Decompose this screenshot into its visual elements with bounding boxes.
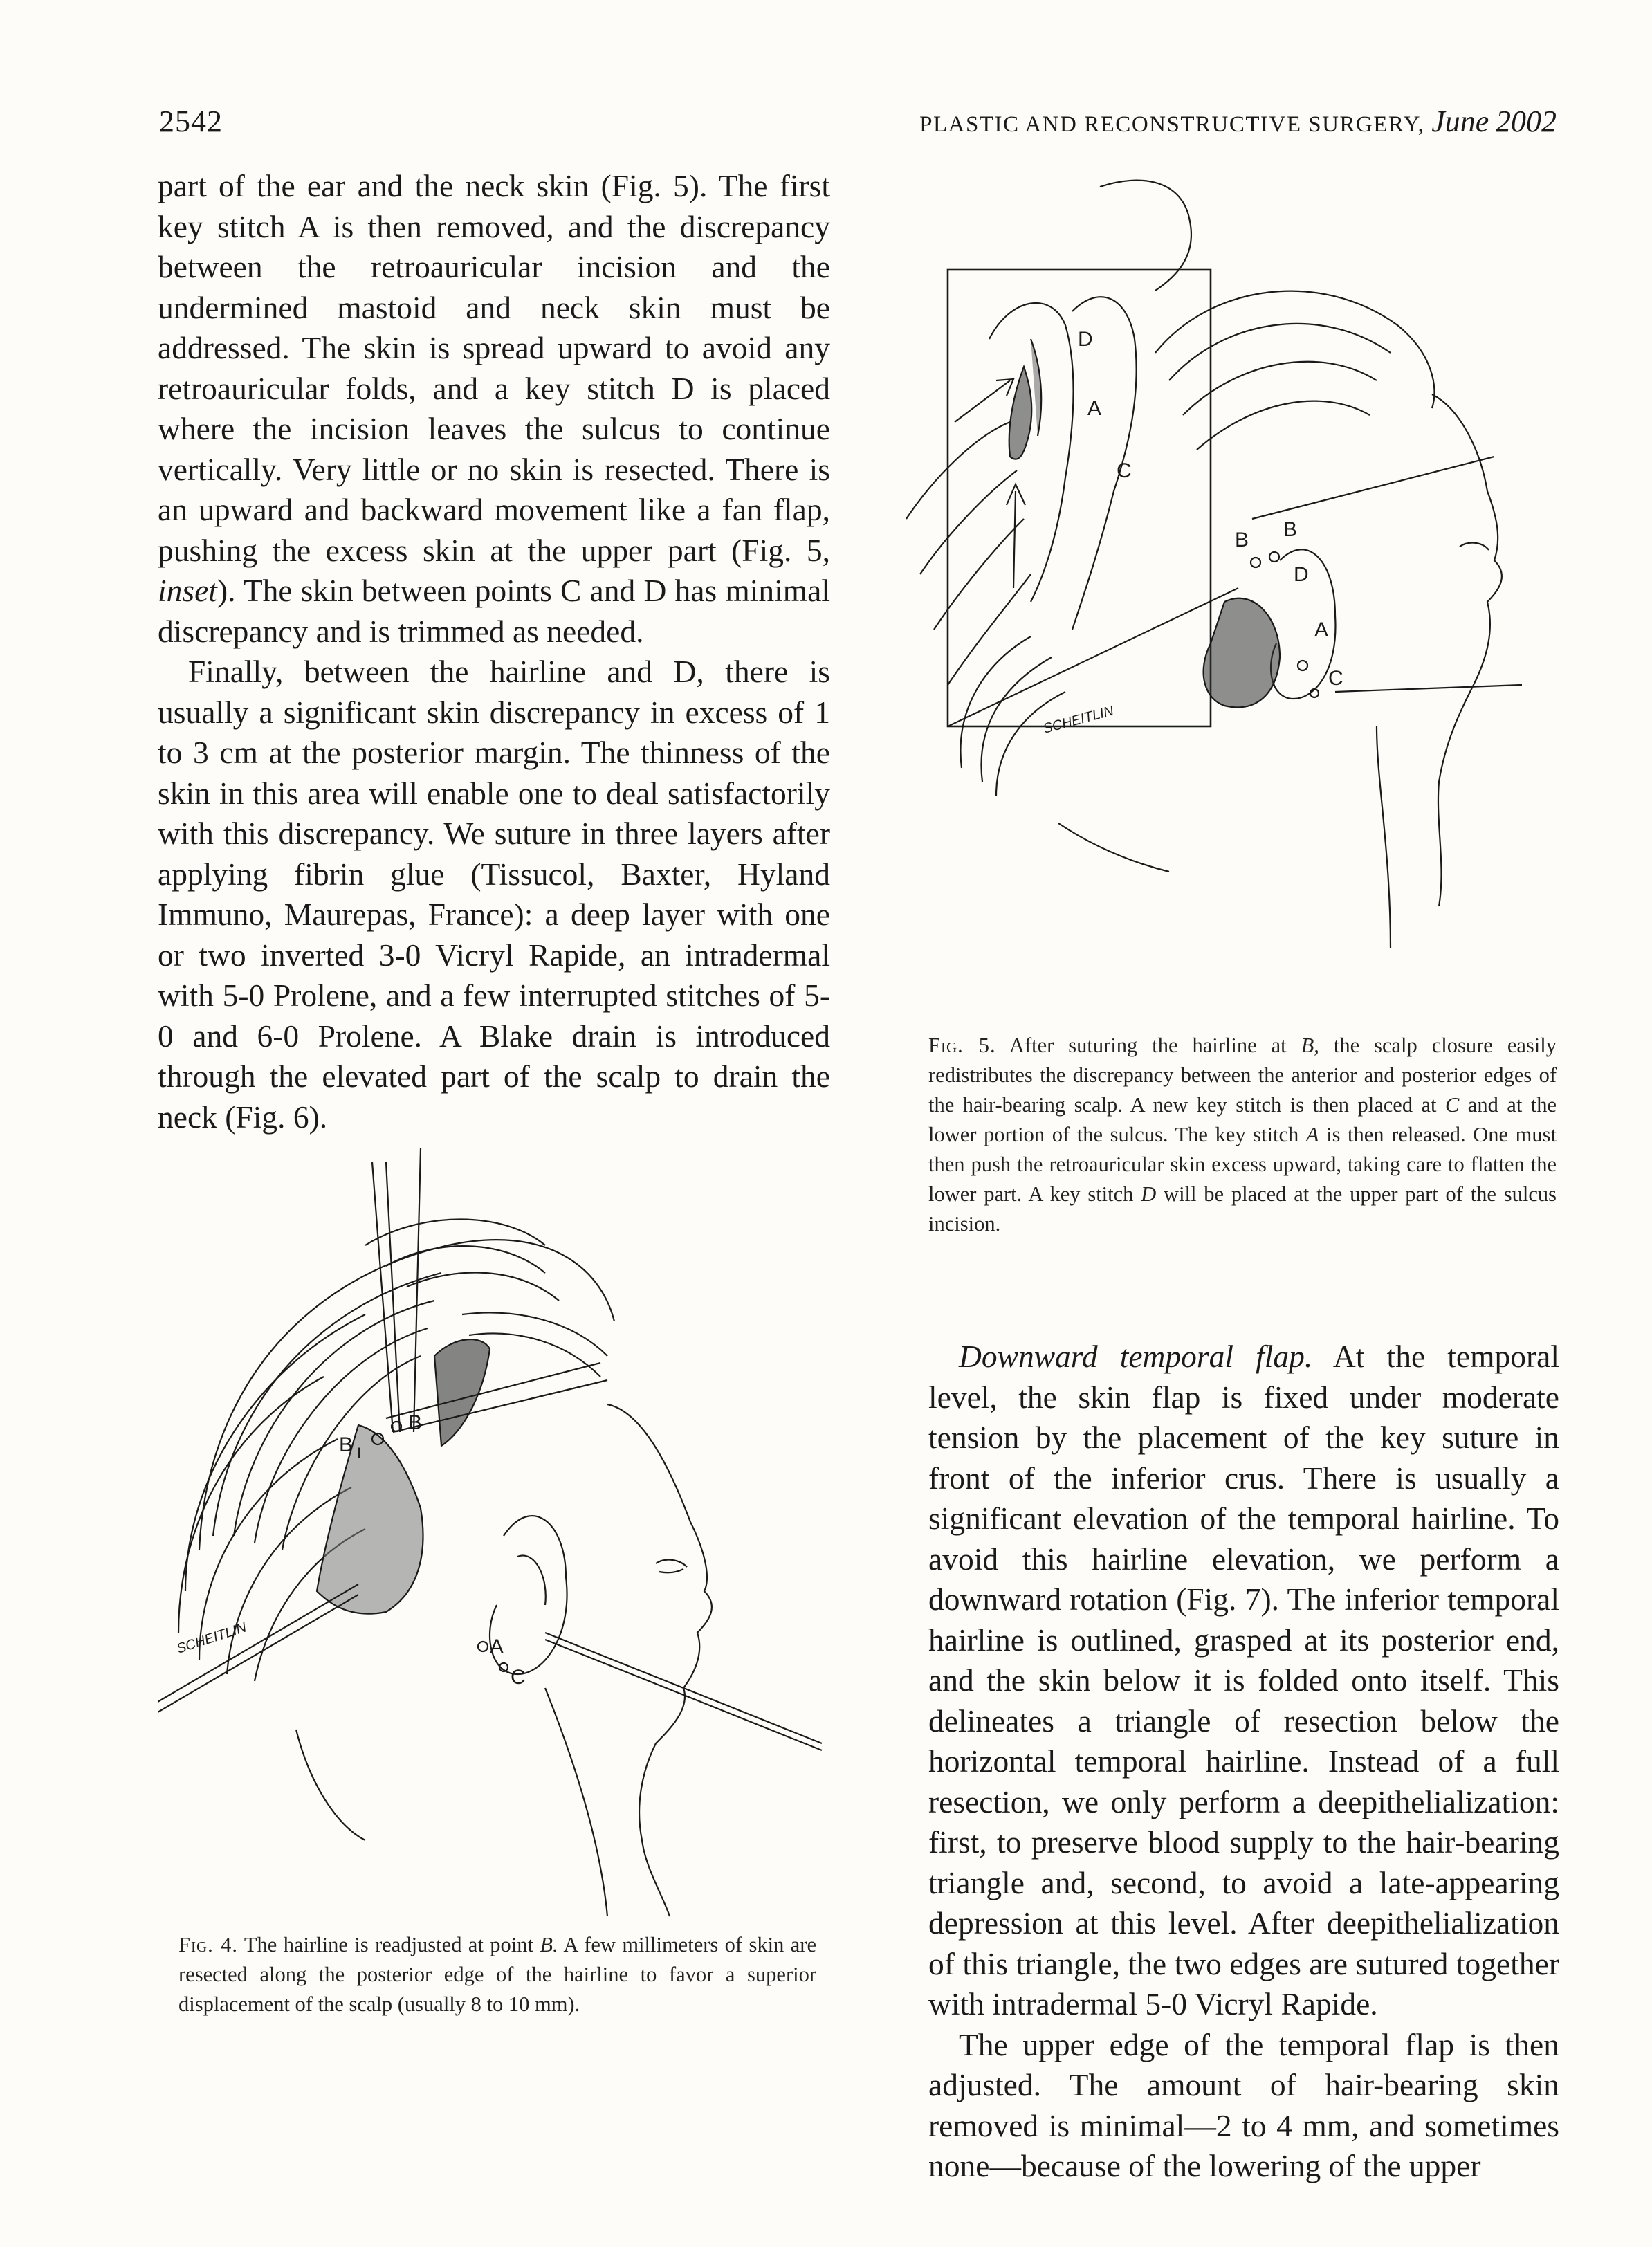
fig5-label-a: A bbox=[1314, 618, 1329, 641]
fig5-inset-label-c: C bbox=[1117, 459, 1132, 482]
paragraph: Downward temporal flap. At the temporal level, the skin flap is fixed under moderate tension by the placement of the key suture in front of the inferior crus. There is usually a significant elevation of the temporal hairline. To avoid this hairline elevation, we perform a downward rotation (Fig. 7). The inferior temporal hairline is outlined, grasped at its posterior end, and the skin below it is folded onto itself. This delineates a triangle of resection below the horizontal temporal hairline. Instead of a full resection, we only perform a deepithelialization: first, to preserve blood supply to the hair-bearing triangle and, second, to avoid a late-appearing depression at this level. After deepithelialization of this triangle, the two edges are sutured together with intradermal 5-0 Vicryl Rapide. bbox=[928, 1339, 1559, 2021]
right-column-text bbox=[928, 1337, 1559, 2187]
fig5-label-d: D bbox=[1294, 563, 1309, 586]
journal-name: PLASTIC AND RECONSTRUCTIVE SURGERY, bbox=[919, 112, 1425, 137]
inset-ref: inset bbox=[158, 573, 217, 608]
figure-4-illustration bbox=[158, 1107, 830, 1923]
fig4-label-b-left: B bbox=[339, 1433, 354, 1456]
fig4-label-c: C bbox=[511, 1666, 526, 1689]
figure-4-caption: Fig. 4. The hairline is readjusted at point B. A few millimeters of skin are resected along the posterior edge of the hairline to favor a superior displacement of the scalp (usually 8 to 10 mm). bbox=[178, 1933, 816, 2016]
figure-4-label: Fig. 4. bbox=[178, 1933, 239, 1956]
fig4-label-a: A bbox=[490, 1635, 504, 1658]
left-column-text bbox=[158, 166, 830, 1137]
fig4-label-b-sub: I bbox=[357, 1444, 362, 1462]
fig5-signature: SCHEITLIN bbox=[1041, 703, 1116, 737]
figure-4 bbox=[158, 1107, 830, 2019]
issue-year: 2002 bbox=[1496, 104, 1557, 138]
fig5-inset-label-a: A bbox=[1087, 397, 1102, 420]
fig4-signature: SCHEITLIN bbox=[174, 1620, 248, 1657]
paragraph: part of the ear and the neck skin (Fig. 5). The first key stitch A is then removed, and the discrepancy between the retroauricular incision and the undermined mastoid and neck skin must be addressed. The skin is spread upward to avoid any retroauricular folds, and a key stitch D is placed where the incision leaves the sulcus to continue vertically. Very little or no skin is resected. There is an upward and backward movement like a fan flap, pushing the excess skin at the upper part (Fig. 5, inset). The skin between points C and D has minimal discrepancy and is trimmed as needed. bbox=[158, 168, 830, 649]
fig5-label-c: C bbox=[1328, 667, 1343, 690]
figure-5-caption: Fig. 5. After suturing the hairline at B, the scalp closure easily redistributes the discrepancy between the anterior and posterior edges of the hair-bearing scalp. A new key stitch is then placed at C and at the lower portion of the sulcus. The key stitch A is then released. One must then push the retroauricular skin excess upward, taking care to flatten the lower part. A key stitch D will be placed at the upper part of the sulcus incision. bbox=[928, 1034, 1557, 1236]
running-head bbox=[919, 104, 1557, 139]
section-heading: Downward temporal flap. bbox=[959, 1339, 1313, 1374]
fig4-label-b-right: B bbox=[408, 1411, 423, 1434]
fig5-inset-label-d: D bbox=[1078, 328, 1093, 351]
fig5-label-b1: B bbox=[1235, 529, 1249, 551]
figure-5-label: Fig. 5. bbox=[928, 1034, 996, 1057]
paragraph: Finally, between the hairline and D, there is usually a significant skin discrepancy in excess of 1 to 3 cm at the posterior margin. The thinness of the skin in this area will enable one to deal satisfactorily with this discrepancy. We suture in three layers after applying fibrin glue (Tissucol, Baxter, Hyland Immuno, Maurepas, France): a deep layer with one or two inverted 3-0 Vicryl Rapide, an intradermal with 5-0 Prolene, and a few interrupted stitches of 5-0 and 6-0 Prolene. A Blake drain is introduced through the elevated part of the scalp to drain the neck (Fig. 6). bbox=[158, 654, 830, 1135]
fig5-label-b2: B bbox=[1283, 518, 1298, 541]
figure-5 bbox=[892, 159, 1557, 1239]
paragraph: The upper edge of the temporal flap is then adjusted. The amount of hair-bearing skin removed is minimal—2 to 4 mm, and sometimes none—because of the lowering of the upper bbox=[928, 2026, 1559, 2183]
figure-5-illustration bbox=[892, 159, 1557, 1031]
page-number: 2542 bbox=[159, 104, 223, 138]
issue-month: June bbox=[1431, 104, 1489, 138]
